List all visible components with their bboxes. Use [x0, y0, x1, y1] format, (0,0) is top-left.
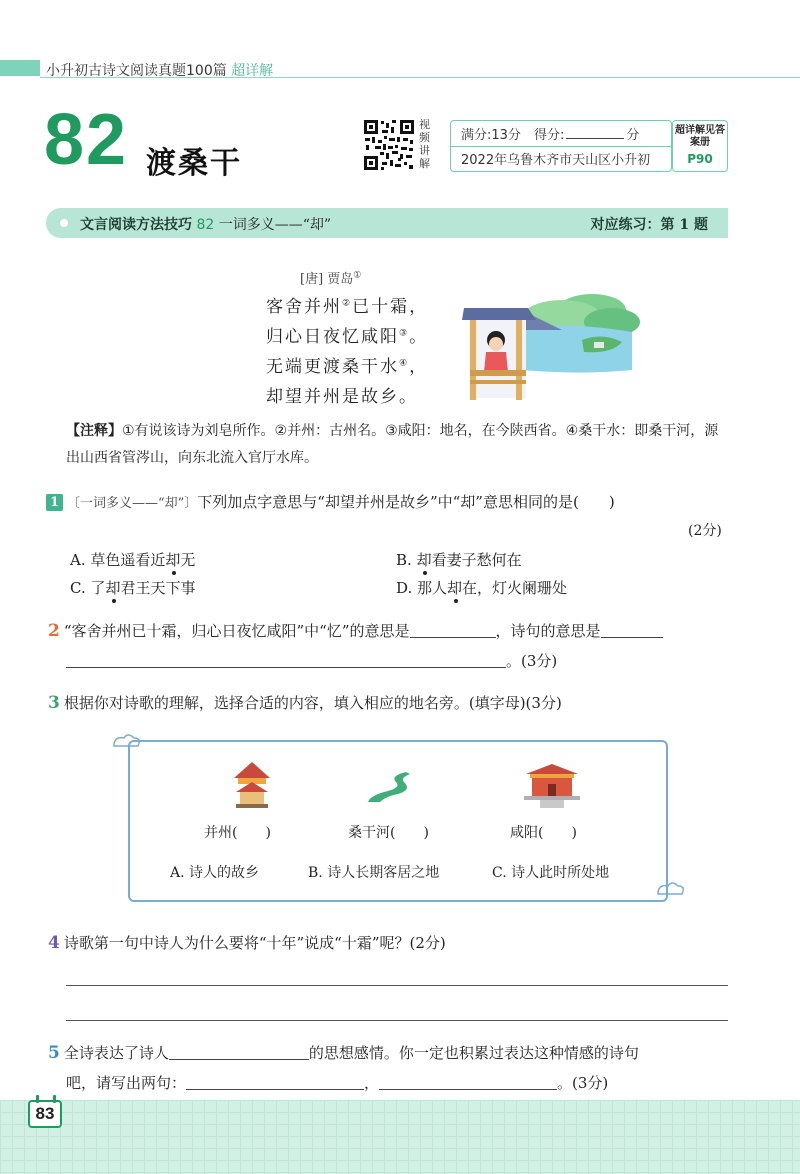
question-number: 4: [48, 933, 60, 953]
question-number: 5: [48, 1043, 60, 1063]
question-5-cont: 吧，请写出两句： ， 。(3分): [66, 1074, 609, 1092]
answer-label: 超详解见答案册: [675, 125, 725, 148]
poem-illustration: [462, 280, 642, 400]
question-number: 2: [48, 621, 60, 641]
method-banner: [46, 208, 728, 238]
score-divider: [451, 146, 671, 147]
question-2-cont: 。(3分): [66, 650, 557, 671]
banner-dot-icon: [60, 219, 68, 227]
qr-label: 视频讲解: [419, 118, 430, 170]
question-number: 3: [48, 693, 60, 713]
answer-reference-box: [672, 120, 728, 172]
poem-line: 无端更渡桑干水④，: [266, 357, 429, 377]
river-icon: [366, 770, 412, 804]
question-1-score: (2分): [688, 523, 722, 539]
question-5: 5 全诗表达了诗人 的思想感情。你一定也积累过表达这种情感的诗句: [48, 1043, 639, 1063]
header-bar: [0, 60, 40, 76]
banner-text: 文言阅读方法技巧 82 一词多义——“却”: [80, 217, 332, 233]
question-4: 4 诗歌第一句中诗人为什么要将“十年”说成“十霜”呢？(2分): [48, 933, 446, 953]
score-blank[interactable]: [566, 127, 624, 139]
question-1: 1 〔一词多义——“却”〕下列加点字意思与“却望并州是故乡”中“却”意思相同的是( ): [46, 491, 615, 512]
answer-blank[interactable]: [66, 652, 506, 668]
question-2: 2 “客舍并州已十霜，归心日夜忆咸阳”中“忆”的意思是 ，诗句的意思是: [48, 620, 663, 641]
source-label: 2022年乌鲁木齐市天山区小升初: [461, 153, 651, 168]
calendar-ring-icon: [36, 1095, 39, 1103]
answer-line[interactable]: [66, 985, 728, 986]
answer-blank[interactable]: [169, 1044, 309, 1060]
pavilion-icon: [230, 760, 274, 810]
place-label-bingzhou[interactable]: 并州( ): [204, 825, 271, 841]
answer-blank[interactable]: [410, 622, 496, 638]
poem-notes: 【注释】①有说该诗为刘皂所作。②并州：古州名。③咸阳：地名，在今陕西省。④桑干水：即桑干河，源出山西省管涔山，向东北流入官厅水库。: [66, 423, 719, 466]
option-d[interactable]: D. 那人却在，灯火阑珊处: [396, 579, 568, 597]
answer-blank[interactable]: [601, 622, 663, 638]
series-title: 小升初古诗文阅读真题100篇 超详解: [46, 63, 274, 79]
answer-line[interactable]: [66, 1020, 728, 1021]
calendar-ring-icon: [53, 1095, 56, 1103]
score-row: 满分:13分 得分: 分: [461, 128, 640, 143]
palace-icon: [520, 762, 584, 810]
choice-a: A. 诗人的故乡: [170, 865, 260, 881]
matching-box: [128, 740, 668, 902]
option-b[interactable]: B. 却看妻子愁何在: [396, 551, 522, 569]
place-label-sangganhe[interactable]: 桑干河( ): [348, 825, 429, 841]
banner-practice: 对应练习：第 1 题: [590, 217, 708, 233]
lesson-title: 渡桑干: [146, 146, 242, 181]
answer-blank[interactable]: [186, 1074, 364, 1090]
poem-line: 客舍并州②已十霜，: [266, 297, 429, 317]
footer-band: [0, 1100, 800, 1174]
qr-code-icon[interactable]: [362, 118, 416, 172]
poem-line: 归心日夜忆咸阳③。: [266, 327, 429, 347]
poem-line: 却望并州是故乡。: [266, 387, 418, 407]
choice-c: C. 诗人此时所处地: [492, 865, 610, 881]
choice-b: B. 诗人长期客居之地: [308, 865, 440, 881]
option-a[interactable]: A. 草色遥看近却无: [70, 551, 196, 569]
poem-author: [唐] 贾岛①: [300, 270, 362, 287]
answer-blank[interactable]: [379, 1074, 557, 1090]
score-box: [450, 120, 672, 172]
question-3: 3 根据你对诗歌的理解，选择合适的内容，填入相应的地名旁。(填字母)(3分): [48, 693, 562, 713]
option-c[interactable]: C. 了却君王天下事: [70, 579, 196, 597]
page-number: 83: [28, 1100, 62, 1128]
place-label-xianyang[interactable]: 咸阳( ): [510, 825, 577, 841]
question-number: 1: [46, 494, 63, 511]
answer-page: P90: [687, 152, 713, 166]
lesson-number: 82: [44, 100, 129, 180]
